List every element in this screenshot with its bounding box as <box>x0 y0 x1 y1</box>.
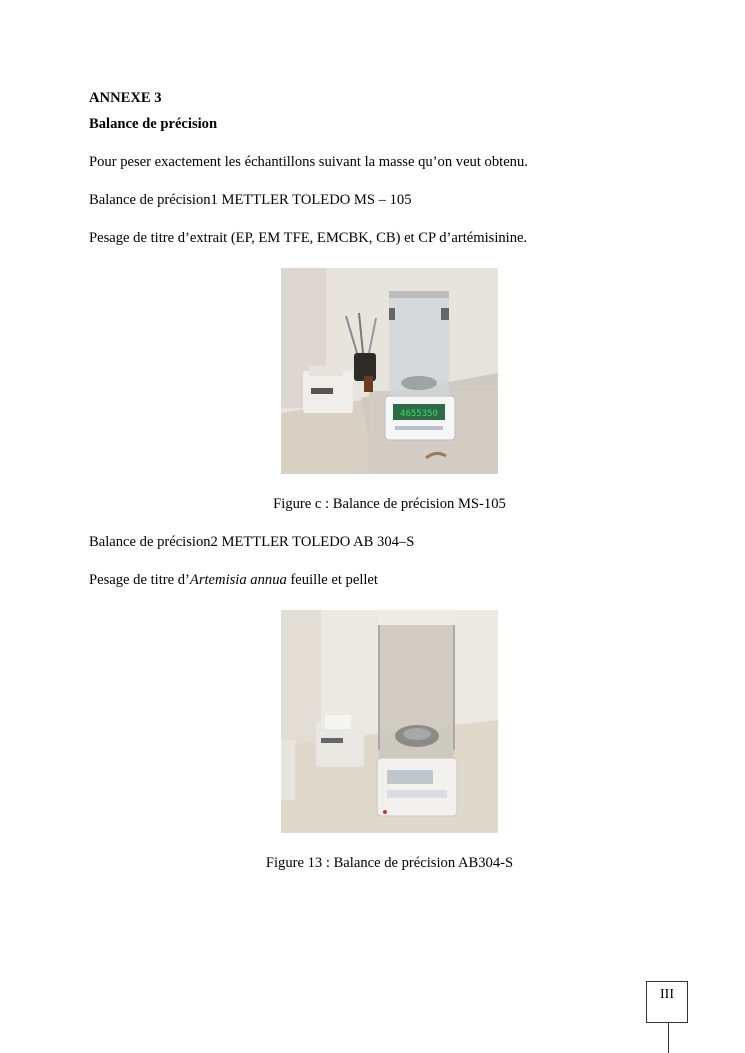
balance2-heading: Balance de précision2 METTLER TOLEDO AB 304–S <box>89 534 415 550</box>
balance-ab304s-photo <box>281 610 498 833</box>
usage-prefix: Pesage de titre d’ <box>89 572 190 588</box>
species-name: Artemisia annua <box>189 572 287 588</box>
annex-subtitle: Balance de précision <box>89 116 218 132</box>
balance-ms105-photo <box>281 268 498 474</box>
usage-suffix: feuille et pellet <box>286 572 378 588</box>
page-number: III <box>660 987 674 1002</box>
balance2-usage <box>89 571 378 589</box>
balance1-usage: Pesage de titre d’extrait (EP, EM TFE, EMCBK, CB) et CP d’artémisinine. <box>89 230 528 246</box>
intro-paragraph: Pour peser exactement les échantillons suivant la masse qu’on veut obtenu. <box>89 154 528 170</box>
figure-c-caption: Figure c : Balance de précision MS-105 <box>273 496 506 512</box>
annex-title: ANNEXE 3 <box>89 90 162 106</box>
page-number-connector <box>668 1023 669 1053</box>
balance1-heading: Balance de précision1 METTLER TOLEDO MS – 105 <box>89 192 412 208</box>
figure-13-caption: Figure 13 : Balance de précision AB304-S <box>265 855 514 871</box>
lcd-reading: 4655350 <box>400 409 438 419</box>
page-number-box <box>646 981 688 1023</box>
